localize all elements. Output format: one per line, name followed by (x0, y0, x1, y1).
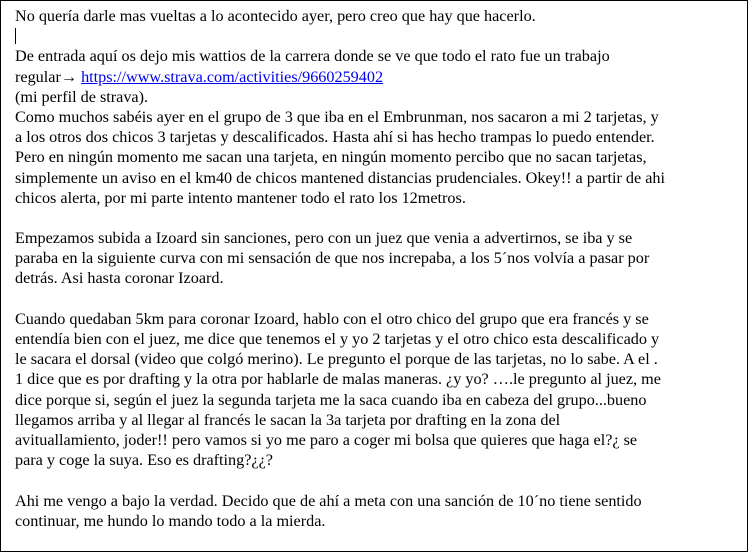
paragraph-izoard-climb (15, 228, 741, 289)
text-line: 1 dice que es por drafting y la otra por hablarle de malas maneras. ¿y yo? ….le pregunto al juez, me (15, 370, 661, 389)
text-line: le sacara el dorsal (video que colgó merino). Le pregunto el porque de las tarjetas, no lo sabe. A el . (15, 350, 658, 369)
text-line: Pero en ningún momento me sacan una tarjeta, en ningún momento percibo que no sacan tarjetas, (15, 148, 647, 167)
text-line: Empezamos subida a Izoard sin sanciones, pero con un juez que venia a advertirnos, se iba y se (15, 229, 633, 248)
paragraph-strava (15, 46, 741, 107)
link-prefix: regular→ (15, 67, 82, 86)
paragraph-intro (15, 6, 741, 26)
text-line-with-link (15, 67, 741, 87)
text-line: entendía bien con el juez, me dice que tenemos el y yo 2 tarjetas y el otro chico esta descalificado y (15, 330, 660, 348)
text-line: dice porque si, según el juez la segunda tarjeta me la saca cuando iba en cabeza del grupo...bueno (15, 390, 647, 409)
text-cursor (15, 26, 741, 46)
caret (15, 28, 16, 44)
text-line: llegamos arriba y al llegar al francés le sacan la 3a tarjeta por drafting en la zona del (15, 410, 561, 429)
text-line: para y coge la suya. Eso es drafting?¿¿? (15, 451, 273, 470)
text-line: continuar, me hundo lo mando todo a la mierda. (15, 511, 326, 530)
blank-line (15, 470, 741, 490)
text-line: detrás. Asi hasta coronar Izoard. (15, 269, 224, 288)
text-line: No quería darle mas vueltas a lo acontecido ayer, pero creo que hay que hacerlo. (15, 7, 536, 25)
text-line: simplemente un aviso en el km40 de chicos mantened distancias prudenciales. Okey!! a partir de ahi (15, 168, 665, 187)
paragraph-judge (15, 309, 741, 471)
strava-activity-link[interactable]: https://www.strava.com/activities/9660259402 (81, 67, 384, 86)
blank-line (15, 208, 741, 228)
text-line: paraba en la siguiente curva con mi sensación de que nos increpaba, a los 5´nos volvía a pasar por (15, 249, 650, 268)
text-line: (mi perfil de strava). (15, 87, 149, 106)
text-line: Cuando quedaban 5km para coronar Izoard, hablo con el otro chico del grupo que era francés y se (15, 309, 649, 328)
blank-line (15, 289, 741, 309)
text-line: Como muchos sabéis ayer en el grupo de 3 que iba en el Embrunman, nos sacaron a mi 2 tarjetas, y (15, 107, 659, 126)
paragraph-cards (15, 107, 741, 208)
text-line: a los otros dos chicos 3 tarjetas y descalificados. Hasta ahí si has hecho trampas lo puedo entender. (15, 128, 655, 147)
text-line: Ahi me vengo a bajo la verdad. Decido que de ahí a meta con una sanción de 10´no tiene sentido (15, 491, 642, 510)
text-line: avituallamiento, joder!! pero vamos si yo me paro a coger mi bolsa que quieres que haga el?¿ se (15, 430, 638, 449)
text-line: De entrada aquí os dejo mis wattios de la carrera donde se ve que todo el rato fue un trabajo (15, 47, 610, 66)
paragraph-conclusion (15, 491, 741, 531)
text-line: chicos alerta, por mi parte intento mantener todo el rato los 12metros. (15, 188, 466, 207)
